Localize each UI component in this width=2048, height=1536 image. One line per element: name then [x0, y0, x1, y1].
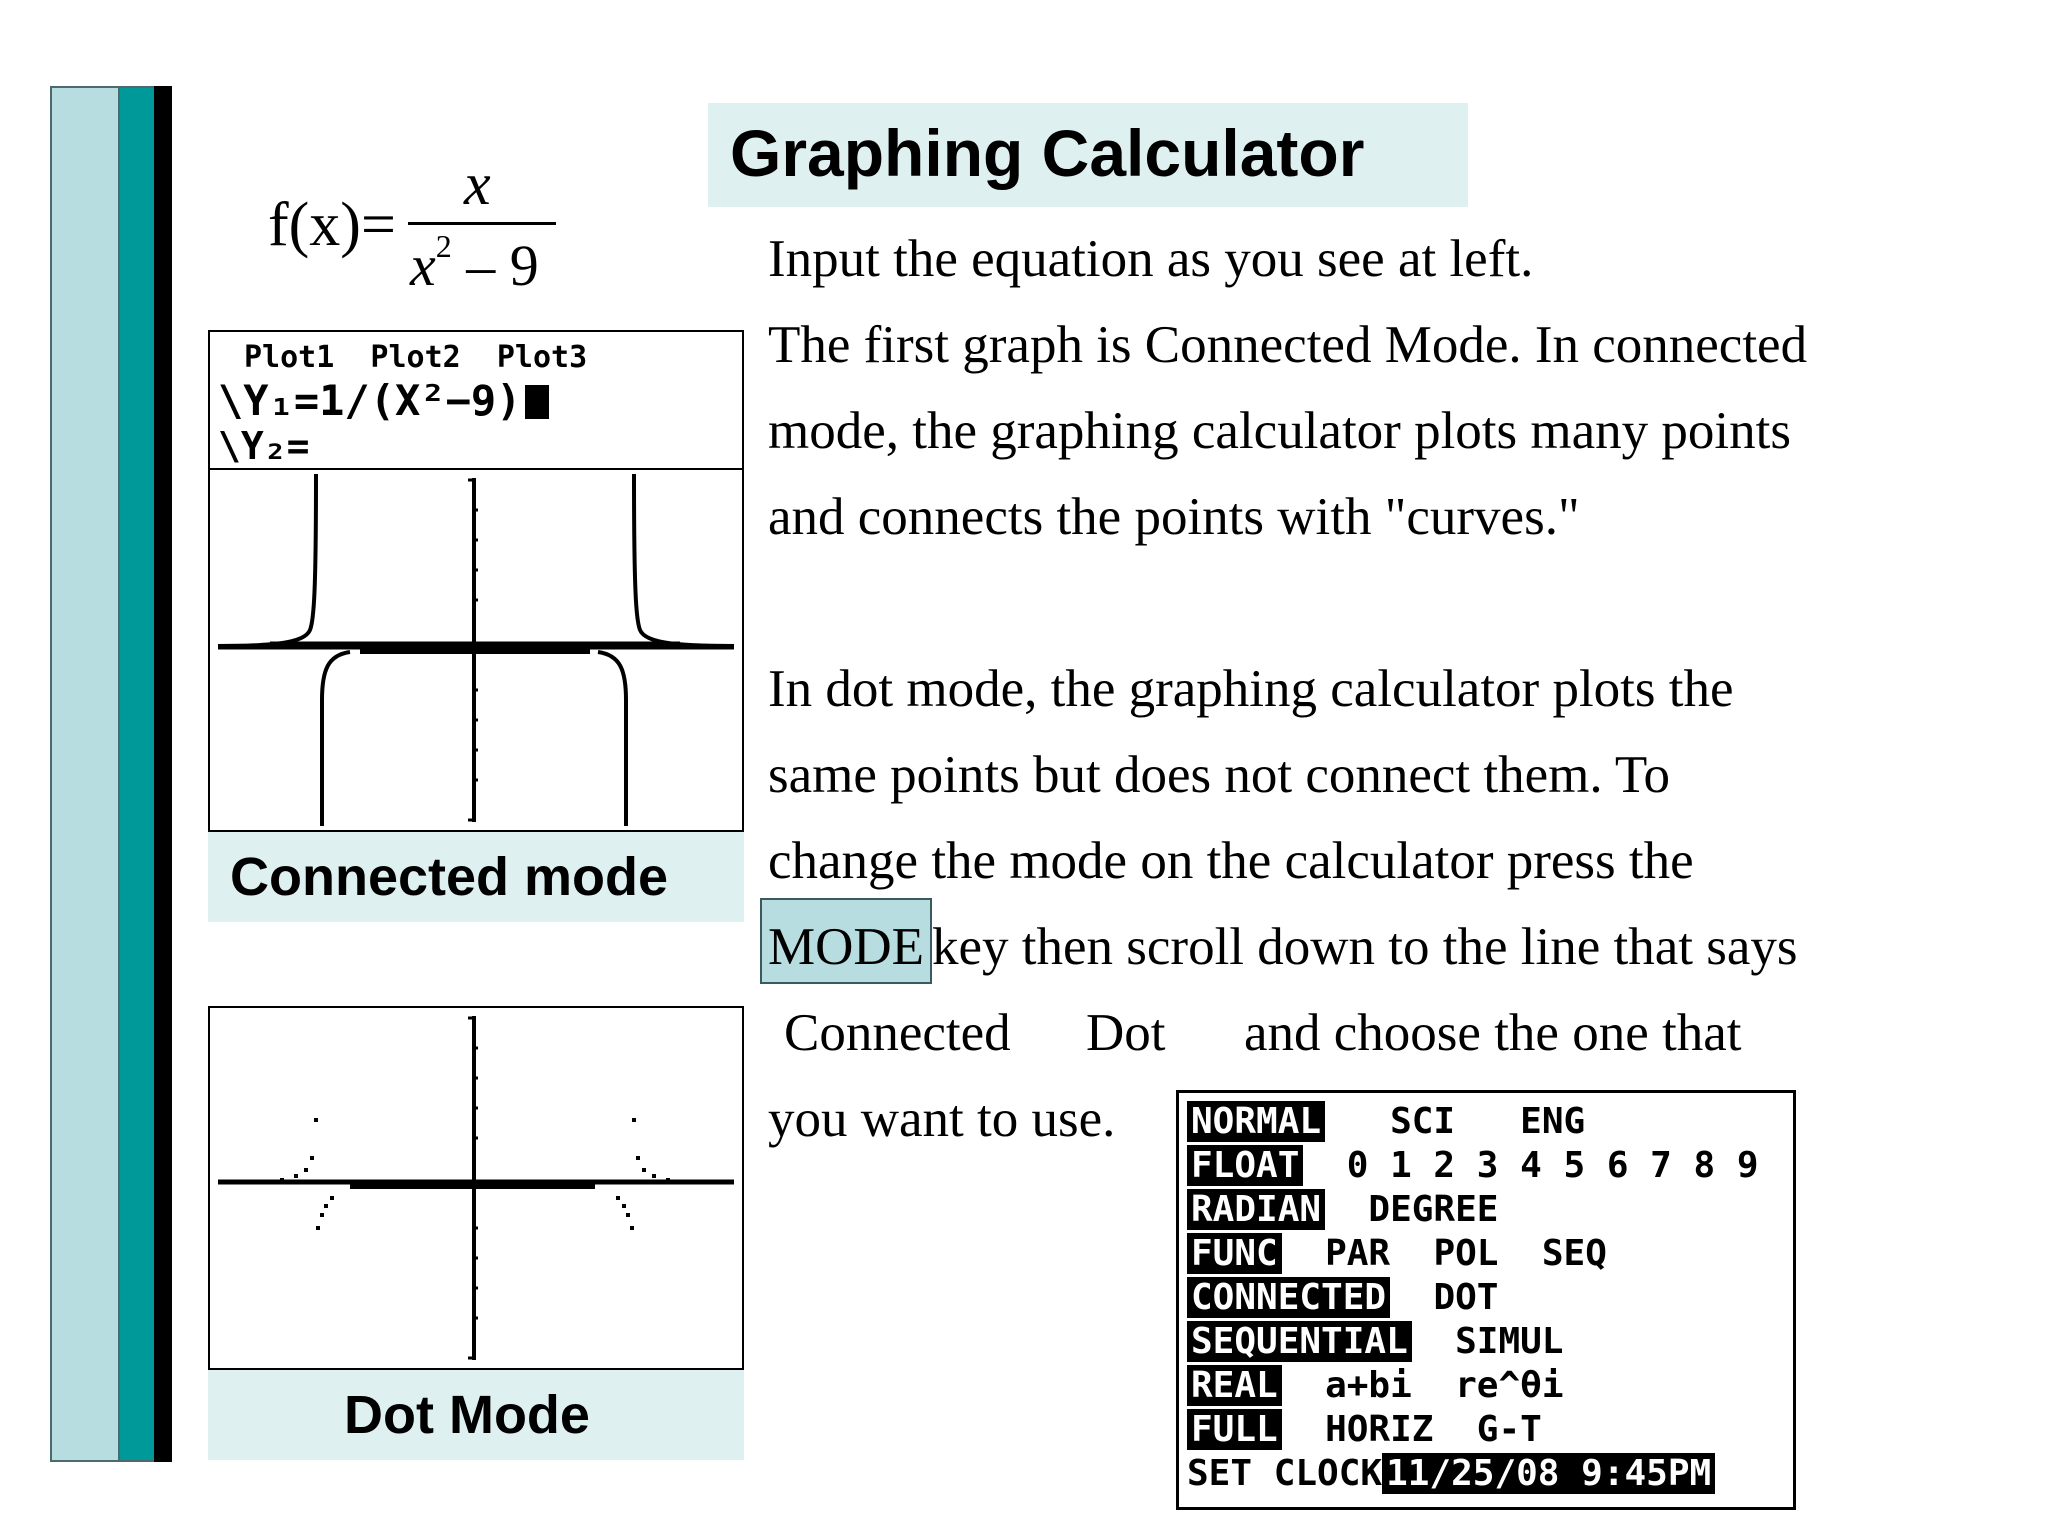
function-formula — [268, 150, 568, 300]
mode-row-notation: NORMAL SCI ENG — [1187, 1101, 1585, 1143]
paragraph-line-3: mode, the graphing calculator plots many points — [768, 402, 1791, 460]
mode-row-sequential: SEQUENTIAL SIMUL — [1187, 1321, 1563, 1363]
paragraph-line-9: and choose the one that — [1244, 1004, 1742, 1062]
dot-graph-screen — [208, 1006, 744, 1370]
y2-equation: \Y₂= — [218, 424, 310, 468]
mode-row-angle: RADIAN DEGREE — [1187, 1189, 1498, 1231]
paragraph-line-7: change the mode on the calculator press the — [768, 832, 1694, 890]
mode-row-float: FLOAT 0 1 2 3 4 5 6 7 8 9 — [1187, 1145, 1759, 1187]
mode-menu-screen — [1176, 1090, 1796, 1510]
mode-row-clock: SET CLOCK 11/25/08 9:45PM — [1187, 1453, 1715, 1495]
side-bar-light — [50, 86, 120, 1462]
paragraph-line-1: Input the equation as you see at left. — [768, 230, 1534, 288]
mode-row-connected: CONNECTED DOT — [1187, 1277, 1498, 1319]
paragraph-line-4: and connects the points with "curves." — [768, 488, 1580, 546]
option-connected: Connected — [784, 1004, 1011, 1062]
dot-graph — [210, 1008, 742, 1368]
paragraph-line-2: The first graph is Connected Mode. In connected — [768, 316, 1808, 374]
connected-caption-box — [208, 832, 744, 922]
side-bar-teal — [120, 86, 154, 1462]
page-title: Graphing Calculator — [730, 116, 1365, 190]
paragraph-line-6: same points but does not connect them. To — [768, 746, 1671, 804]
connected-graph-screen — [208, 468, 744, 832]
paragraph-line-10: you want to use. — [768, 1090, 1116, 1148]
formula-denominator: $x^2 - 9$ — [410, 228, 539, 298]
side-bar-black — [154, 86, 172, 1462]
fraction-bar — [408, 222, 556, 225]
cursor-block — [525, 385, 549, 419]
y-editor-screen — [208, 330, 744, 470]
paragraph-line-5: In dot mode, the graphing calculator plots the — [768, 660, 1734, 718]
plot-labels: Plot1 Plot2 Plot3 — [244, 340, 588, 375]
mode-row-func: FUNC PAR POL SEQ — [1187, 1233, 1607, 1275]
formula-numerator: x — [464, 151, 491, 217]
connected-graph — [210, 470, 742, 830]
option-dot: Dot — [1086, 1004, 1166, 1062]
title-box — [708, 103, 1468, 207]
dot-caption-box — [208, 1370, 744, 1460]
mode-row-real: REAL a+bi re^θi — [1187, 1365, 1564, 1407]
paragraph-line-8: key then scroll down to the line that says — [932, 918, 1798, 976]
mode-row-full: FULL HORIZ G-T — [1187, 1409, 1542, 1451]
formula-lhs: f(x)= — [268, 191, 396, 259]
dot-caption: Dot Mode — [344, 1385, 590, 1445]
y1-equation: \Y₁=1/(X²−9) — [218, 376, 549, 425]
mode-key-label: MODE — [768, 918, 925, 976]
connected-caption: Connected mode — [230, 847, 669, 907]
